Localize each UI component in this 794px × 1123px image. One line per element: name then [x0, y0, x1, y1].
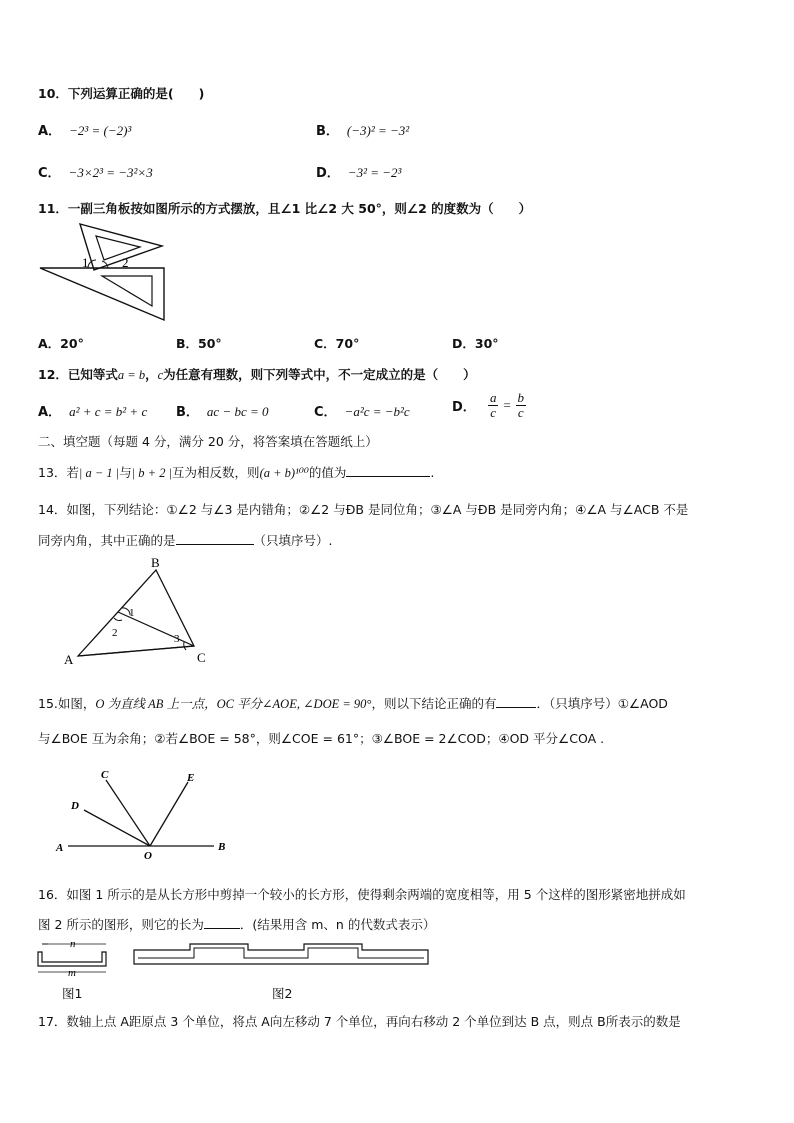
q16-fig2-caption: 图2 [272, 986, 293, 1001]
q14-line1: 14．如图，下列结论：①∠2 与∠3 是内错角；②∠2 与ÐB 是同位角；③∠A 与ÐB 是同旁内角；④∠A 与∠ACB 不是 [38, 502, 689, 517]
dim-m-label: m [68, 967, 76, 978]
option-label: A． [38, 124, 62, 139]
q16-fig1-caption: 图1 [62, 986, 83, 1001]
q12-option-a: A． a² + c = b² + c [38, 404, 148, 420]
point-o-label: O [144, 850, 152, 862]
option-label: B． [316, 124, 339, 139]
q10-stem: 10．下列运算正确的是( ) [38, 86, 205, 101]
angle-2-arc [114, 618, 122, 621]
q13-answer-blank[interactable] [346, 464, 430, 477]
q12-option-c: C． −a²c = −b²c [314, 404, 410, 420]
section-title-fill-in: 二、填空题（每题 4 分，满分 20 分，将答案填在答题纸上） [38, 434, 378, 449]
q16-figure-2 [132, 942, 432, 966]
vertex-b-label: B [151, 558, 160, 570]
q11-option-b: B．50° [176, 336, 222, 351]
q14-figure-triangle [60, 558, 220, 666]
q15-answer-blank[interactable] [496, 695, 536, 708]
q10-option-d [316, 162, 401, 181]
angle-2-label: 2 [122, 255, 129, 270]
option-label: D． [316, 166, 340, 181]
q14-line2: 同旁内角，其中正确的是 （只填序号）. [38, 533, 333, 548]
point-c-label: C [101, 769, 109, 781]
q15-figure-rays [54, 760, 244, 865]
cut-rectangle-shape [38, 952, 106, 966]
point-a-label: A [56, 842, 64, 854]
side-ac [78, 646, 194, 656]
joined-shapes-outline [134, 944, 428, 964]
q15-line1: 15.如图，O 为直线 AB 上一点，OC 平分∠AOE, ∠DOE = 90°，则以下结论正确的有 ．（只填序号）①∠AOD [38, 696, 668, 711]
ray-oe [150, 782, 188, 846]
q16-line1: 16．如图 1 所示的是从长方形中剪掉一个较小的长方形，使得剩余两端的宽度相等，用 5 个这样的图形紧密地拼成如 [38, 887, 686, 902]
option-expr: −2³ = (−2)³ [69, 123, 132, 138]
q10-option-c [38, 162, 153, 181]
angle-3-label: 3 [174, 633, 180, 645]
angle-2-label: 2 [112, 627, 118, 639]
angle-1-label: 1 [129, 607, 135, 619]
ray-od [84, 810, 150, 846]
q12-option-d: D． $\frac{a}{c}$ = $\frac{b}{c}$ [452, 390, 524, 420]
q12-option-b: B． ac − bc = 0 [176, 404, 269, 420]
q16-figure-1 [36, 936, 116, 978]
q11-option-a: A．20° [38, 336, 84, 351]
option-expr: −3×2³ = −3²×3 [68, 165, 153, 180]
option-label: C． [38, 166, 61, 181]
point-e-label: E [187, 772, 195, 784]
bottom-set-square-inner [102, 276, 152, 306]
angle-1-label: 1 [82, 255, 89, 270]
fraction-a-over-c: $\frac{a}{c}$ [489, 390, 497, 420]
q11-option-d: D．30° [452, 336, 499, 351]
q10-option-b [316, 120, 409, 139]
ray-oc [106, 780, 150, 846]
q15-line2: 与∠BOE 互为余角；②若∠BOE = 58°，则∠COE = 61°；③∠BOE = 2∠COD；④OD 平分∠COA . [38, 731, 605, 746]
q13-stem: 13．若| a − 1 |与| b + 2 |互为相反数，则(a + b)¹⁰⁰的值为 . [38, 465, 435, 480]
q10-option-a [38, 120, 131, 139]
q12-stem: 12．已知等式a = b，c为任意有理数，则下列等式中，不一定成立的是（ ） [38, 367, 476, 382]
option-expr: (−3)² = −3² [346, 123, 410, 138]
q16-answer-blank[interactable] [204, 916, 240, 929]
point-b-label: B [218, 841, 226, 853]
q14-answer-blank[interactable] [176, 532, 254, 545]
vertex-a-label: A [64, 652, 74, 666]
vertex-c-label: C [197, 650, 206, 665]
dim-n-label: n [70, 938, 76, 950]
q11-stem: 11．一副三角板按如图所示的方式摆放，且∠1 比∠2 大 50°，则∠2 的度数为（ ） [38, 201, 532, 216]
q11-option-c: C．70° [314, 336, 360, 351]
q16-line2: 图 2 所示的图形，则它的长为 ．(结果用含 m、n 的代数式表示） [38, 917, 436, 932]
point-d-label: D [71, 800, 79, 812]
angle-3-arc [184, 642, 186, 650]
top-set-square [80, 224, 162, 270]
fraction-b-over-c: $\frac{b}{c}$ [517, 390, 524, 420]
q17-line1: 17．数轴上点 A距原点 3 个单位，将点 A向左移动 7 个单位，再向右移动 2 个单位到达 B 点，则点 B所表示的数是 [38, 1014, 681, 1029]
option-expr: −3² = −2³ [347, 165, 402, 180]
q11-figure-set-squares [38, 222, 166, 326]
